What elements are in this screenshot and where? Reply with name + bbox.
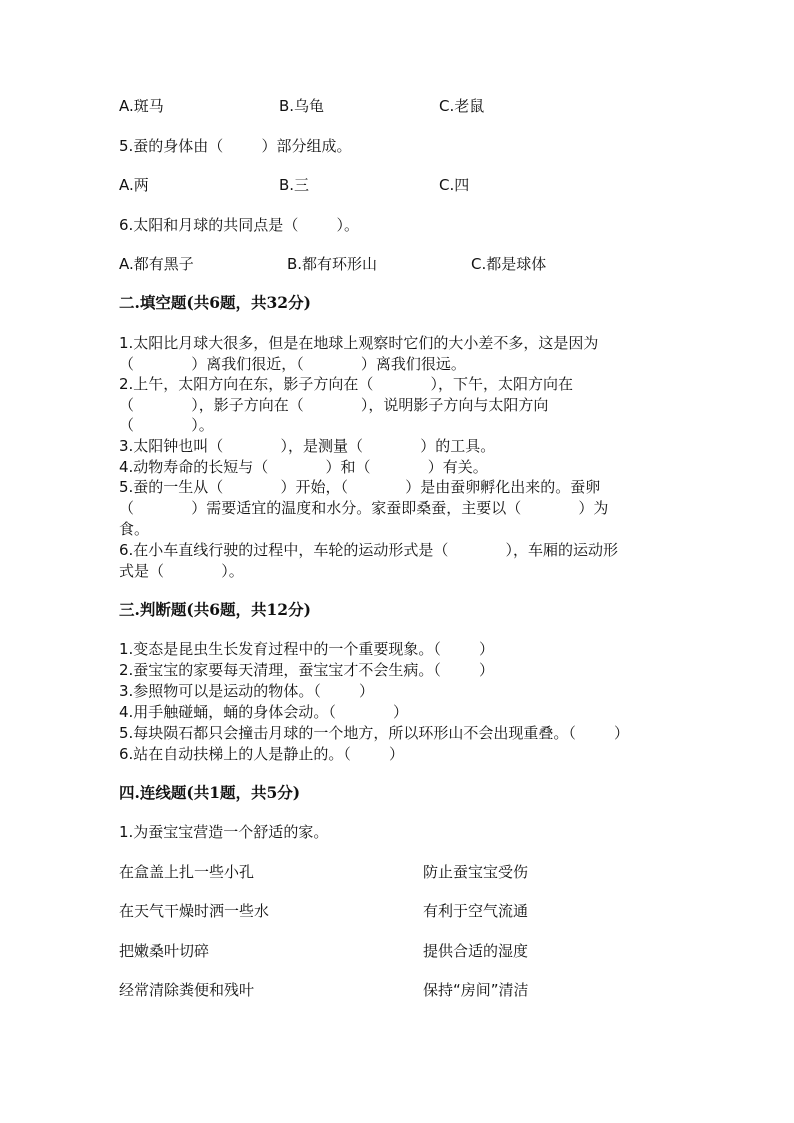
section2-line: （ ），影子方向在（ ），说明影子方向与太阳方向 [119,396,549,414]
match-right-item: 防止蚕宝宝受伤 [423,863,529,881]
q5-option-b: B.三 [279,176,310,194]
q4-option-c: C.老鼠 [439,97,485,115]
section3-line: 2.蚕宝宝的家要每天清理，蚕宝宝才不会生病。（ ） [119,661,494,679]
q5-stem: 5.蚕的身体由（ ）部分组成。 [119,137,352,155]
section2-line: （ ）。 [119,416,214,434]
section3-line: 6.站在自动扶梯上的人是静止的。（ ） [119,745,404,763]
section3-line: 3.参照物可以是运动的物体。（ ） [119,682,374,700]
section2-line: 3.太阳钟也叫（ ），是测量（ ）的工具。 [119,437,496,455]
q5-option-c: C.四 [439,176,470,194]
section2-line: 食。 [119,520,150,538]
match-right-item: 保持“房间”清洁 [423,981,529,999]
section2-line: 式是（ ）。 [119,562,244,580]
q6-option-c: C.都是球体 [471,255,547,273]
q6-option-a: A.都有黑子 [119,255,194,273]
match-right-item: 有利于空气流通 [423,902,529,920]
section3-line: 5.每块陨石都只会撞击月球的一个地方，所以环形山不会出现重叠。（ ） [119,724,629,742]
section2-title: 二.填空题(共6题，共32分) [119,293,311,312]
match-left-item: 把嫩桑叶切碎 [119,942,210,960]
match-left-item: 经常清除粪便和残叶 [119,981,255,999]
match-left-item: 在盒盖上扎一些小孔 [119,863,255,881]
section4-question: 1.为蚕宝宝营造一个舒适的家。 [119,823,329,841]
match-right-item: 提供合适的湿度 [423,942,529,960]
section4-title: 四.连线题(共1题，共5分) [119,783,301,802]
q5-option-a: A.两 [119,176,149,194]
match-left-item: 在天气干燥时洒一些水 [119,902,270,920]
section3-line: 4.用手触碰蛹，蛹的身体会动。（ ） [119,703,409,721]
q6-option-b: B.都有环形山 [287,255,378,273]
section2-line: 5.蚕的一生从（ ）开始，（ ）是由蚕卵孵化出来的。蚕卵 [119,478,601,496]
section2-line: 6.在小车直线行驶的过程中，车轮的运动形式是（ ），车厢的运动形 [119,541,619,559]
q6-stem: 6.太阳和月球的共同点是（ ）。 [119,216,359,234]
section2-line: 1.太阳比月球大很多，但是在地球上观察时它们的大小差不多，这是因为 [119,334,599,352]
section2-line: （ ）离我们很近，（ ）离我们很远。 [119,355,466,373]
q4-option-a: A.斑马 [119,97,164,115]
q4-option-b: B.乌龟 [279,97,325,115]
section3-title: 三.判断题(共6题，共12分) [119,600,311,619]
section2-line: 2.上午，太阳方向在东，影子方向在（ ），下午，太阳方向在 [119,375,574,393]
section2-line: （ ）需要适宜的温度和水分。家蚕即桑蚕，主要以（ ）为 [119,499,609,517]
section2-line: 4.动物寿命的长短与（ ）和（ ）有关。 [119,458,488,476]
section3-line: 1.变态是昆虫生长发育过程中的一个重要现象。（ ） [119,640,494,658]
